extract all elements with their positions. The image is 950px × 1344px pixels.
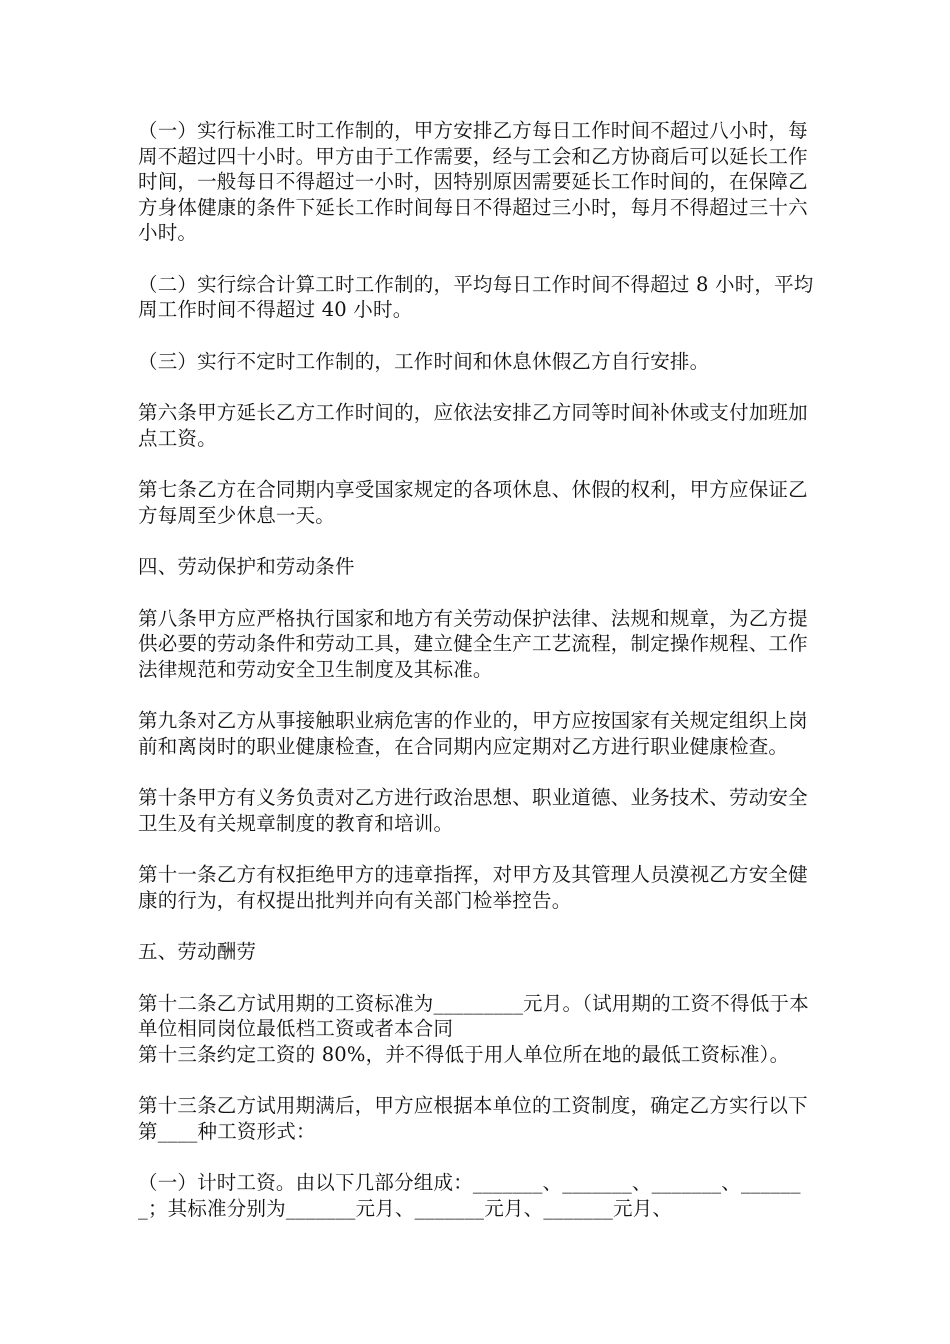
article-11: 第十一条乙方有权拒绝甲方的违章指挥，对甲方及其管理人员漠视乙方安全健康的行为，有权提出批判并向有关部门检举控告。: [138, 863, 808, 912]
article-9: 第九条对乙方从事接触职业病危害的作业的，甲方应按国家有关规定组织上岗前和离岗时的职业健康检查，在合同期内应定期对乙方进行职业健康检查。: [138, 709, 808, 758]
article-10: 第十条甲方有义务负责对乙方进行政治思想、职业道德、业务技术、劳动安全卫生及有关规章制度的教育和培训。: [138, 786, 808, 835]
clause-comprehensive-hours: （二）实行综合计算工时工作制的，平均每日工作时间不得超过 8 小时，平均周工作时间不得超过 40 小时。: [138, 272, 814, 321]
clause-standard-hours: （一）实行标准工时工作制的，甲方安排乙方每日工作时间不超过八小时，每周不超过四十小时。甲方由于工作需要，经与工会和乙方协商后可以延长工作时间，一般每日不得超过一小时，因特别原因需要延长工作时间的，在保障乙方身体健康的条件下延长工作时间每日不得超过三小时，每月不得超过三十六小时。: [138, 119, 808, 244]
clause-time-wage: （一）计时工资。由以下几部分组成：_______、_______、_______、_______；其标准分别为_______元月、_______元月、_______元月、: [138, 1171, 801, 1220]
article-6: 第六条甲方延长乙方工作时间的，应依法安排乙方同等时间补休或支付加班加点工资。: [138, 401, 808, 450]
section-heading-labor-protection: 四、劳动保护和劳动条件: [138, 555, 355, 578]
article-13: 第十三条乙方试用期满后，甲方应根据本单位的工资制度，确定乙方实行以下第____种工资形式：: [138, 1094, 808, 1143]
section-heading-remuneration: 五、劳动酬劳: [138, 940, 257, 963]
document-page: [138, 118, 818, 1247]
article-7: 第七条乙方在合同期内享受国家规定的各项休息、休假的权利，甲方应保证乙方每周至少休息一天。: [138, 478, 808, 527]
article-13-continuation: 第十三条约定工资的 80%，并不得低于用人单位所在地的最低工资标准）。: [138, 1042, 790, 1066]
article-12: 第十二条乙方试用期的工资标准为_________元月。（试用期的工资不得低于本单位相同岗位最低档工资或者本合同: [138, 991, 809, 1040]
clause-flexible-hours: （三）实行不定时工作制的，工作时间和休息休假乙方自行安排。: [138, 349, 710, 373]
article-8: 第八条甲方应严格执行国家和地方有关劳动保护法律、法规和规章，为乙方提供必要的劳动条件和劳动工具，建立健全生产工艺流程，制定操作规程、工作法律规范和劳动安全卫生制度及其标准。: [138, 606, 808, 681]
